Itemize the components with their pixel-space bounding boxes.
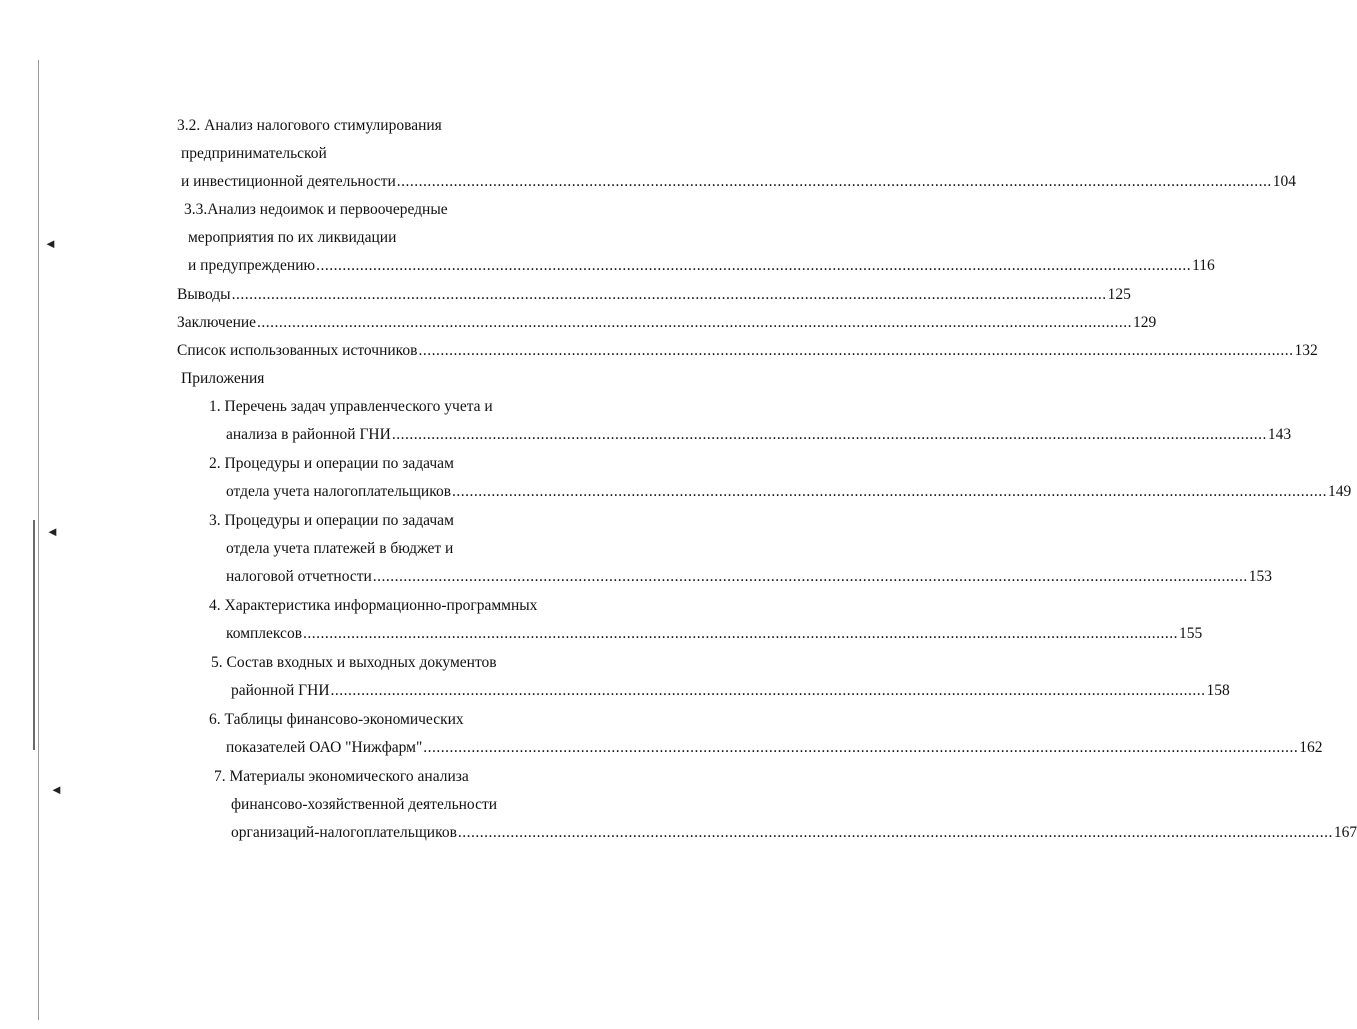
- toc-line: [188, 227, 396, 249]
- leader-dots: ........................................................................................................................................................................................................: [457, 824, 1333, 841]
- toc-line: [177, 340, 1318, 362]
- toc-entry-text: 3. Процедуры и операции по задачам: [209, 512, 454, 529]
- toc-line: [181, 171, 1297, 193]
- toc-entry-text: и предупреждению: [188, 257, 316, 274]
- toc-entry-text: 6. Таблицы финансово-экономических: [209, 711, 464, 728]
- toc-line: [209, 595, 537, 617]
- leader-dots: ........................................................................................................................................................................................................: [257, 314, 1133, 331]
- scan-mark: ◄: [44, 236, 57, 251]
- toc-line: [184, 199, 448, 221]
- leader-dots: ........................................................................................................................................................................................................: [391, 426, 1267, 443]
- toc-page-number: 162: [1299, 739, 1323, 756]
- toc-entry-text: предпринимательской: [181, 145, 327, 162]
- toc-line: [226, 481, 1352, 503]
- toc-entry-text: организаций-налогоплательщиков: [231, 824, 457, 841]
- toc-line: [214, 766, 469, 788]
- toc-page-number: 149: [1328, 483, 1352, 500]
- toc-line: [226, 737, 1323, 759]
- toc-line: [209, 396, 493, 418]
- toc-line: [226, 538, 453, 560]
- toc-line: [231, 680, 1230, 702]
- toc-line: [226, 623, 1203, 645]
- toc-entry-text: показателей ОАО "Нижфарм": [226, 739, 423, 756]
- toc-line: [231, 794, 497, 816]
- toc-line: [211, 652, 497, 674]
- toc-page-number: 158: [1206, 682, 1230, 699]
- toc-entry-text: 4. Характеристика информационно-программных: [209, 597, 538, 614]
- leader-dots: ........................................................................................................................................................................................................: [372, 568, 1248, 585]
- toc-line: [231, 822, 1357, 844]
- toc-entry-text: мероприятия по их ликвидации: [188, 229, 397, 246]
- toc-line: [209, 709, 464, 731]
- toc-page-number: 116: [1192, 257, 1215, 274]
- toc-entry-text: комплексов: [226, 625, 303, 642]
- leader-dots: ........................................................................................................................................................................................................: [418, 342, 1294, 359]
- toc-page-number: 153: [1248, 568, 1273, 585]
- toc-entry-text: 1. Перечень задач управленческого учета и: [209, 398, 493, 415]
- leader-dots: ........................................................................................................................................................................................................: [452, 483, 1328, 500]
- scan-edge-line: [38, 60, 39, 1020]
- leader-dots: ........................................................................................................................................................................................................: [231, 286, 1107, 303]
- toc-entry-text: налоговой отчетности: [226, 568, 372, 585]
- scan-edge-line: [33, 520, 35, 750]
- leader-dots: ........................................................................................................................................................................................................: [330, 682, 1206, 699]
- toc-entry-text: 5. Состав входных и выходных документов: [211, 654, 497, 671]
- toc-entry-text: финансово-хозяйственной деятельности: [231, 796, 498, 813]
- leader-dots: ........................................................................................................................................................................................................: [423, 739, 1299, 756]
- scan-mark: ◄: [50, 782, 63, 797]
- toc-page-number: 104: [1272, 173, 1297, 190]
- toc-line: [209, 510, 454, 532]
- toc-line: [226, 424, 1292, 446]
- toc-entry-text: Список использованных источников: [177, 342, 418, 359]
- toc-page-number: 155: [1179, 625, 1203, 642]
- toc-entry-text: Выводы: [177, 286, 231, 303]
- toc-line: [209, 453, 454, 475]
- toc-entry-text: Приложения: [181, 370, 265, 387]
- toc-line: [188, 255, 1215, 277]
- toc-page-number: 167: [1333, 824, 1357, 841]
- toc-entry-text: 3.2. Анализ налогового стимулирования: [177, 117, 442, 134]
- toc-page-number: 132: [1294, 342, 1318, 359]
- toc-entry-text: отдела учета платежей в бюджет и: [226, 540, 454, 557]
- toc-line: [177, 312, 1157, 334]
- toc-page-number: 125: [1107, 286, 1131, 303]
- toc-entry-text: и инвестиционной деятельности: [181, 173, 396, 190]
- toc-entry-text: 7. Материалы экономического анализа: [214, 768, 469, 785]
- toc-line: [181, 143, 327, 165]
- leader-dots: ........................................................................................................................................................................................................: [316, 257, 1192, 274]
- toc-line: [226, 566, 1273, 588]
- toc-line: [181, 368, 264, 390]
- toc-entry-text: 3.3.Анализ недоимок и первоочередные: [184, 201, 448, 218]
- leader-dots: ........................................................................................................................................................................................................: [303, 625, 1179, 642]
- toc-entry-text: отдела учета налогоплательщиков: [226, 483, 452, 500]
- toc-page-number: 143: [1267, 426, 1292, 443]
- leader-dots: ........................................................................................................................................................................................................: [396, 173, 1272, 190]
- toc-page-number: 129: [1133, 314, 1157, 331]
- toc-entry-text: районной ГНИ: [231, 682, 330, 699]
- toc-line: [177, 284, 1131, 306]
- toc-entry-text: 2. Процедуры и операции по задачам: [209, 455, 454, 472]
- scan-mark: ◄: [46, 524, 59, 539]
- toc-line: [177, 115, 442, 137]
- toc-entry-text: анализа в районной ГНИ: [226, 426, 391, 443]
- toc-entry-text: Заключение: [177, 314, 257, 331]
